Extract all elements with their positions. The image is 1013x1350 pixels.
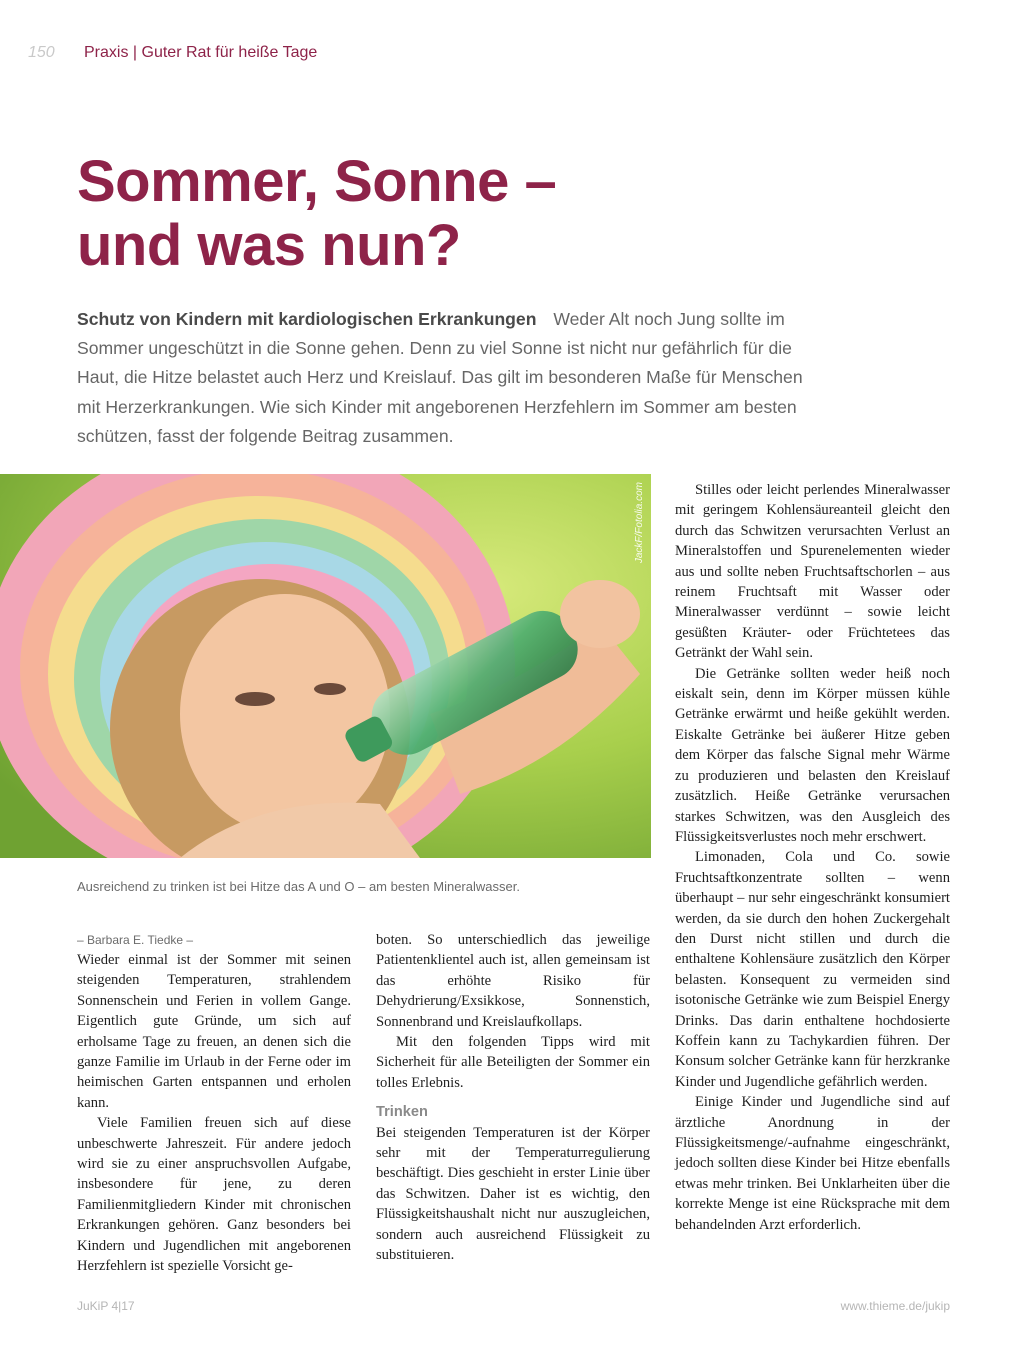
journal-issue: JuKiP 4|17 [77,1299,135,1313]
text-column-3 [675,480,950,1235]
lead-text: Weder Alt noch Jung sollte im Sommer ungeschützt in die Sonne gehen. Denn zu viel Sonne ist nicht nur gefährlich für die Haut, die Hitze belastet auch Herz und Kreislauf. Das gilt im besonderen Maße für Menschen mit Herzerkrankungen. Wie sich Kinder mit angeborenen Herzfehlern im Sommer am besten schützen, fasst der folgende Beitrag zusammen. [77,309,803,446]
running-header [28,44,317,62]
girl-drinking-illustration [0,474,651,858]
paragraph: Stilles oder leicht perlendes Mineralwasser mit geringem Kohlensäureanteil gleicht den durch das Schwitzen verursachten Verlust an Mineralstoffen und Spurenelementen wieder aus und sollte neben Fruchtsaftschorlen – aus reinem Fruchtsaft mit Wasser oder Mineralwasser verdünnt – sowie leicht gesüßten Kräuter- oder Früchtetees das Getränkt der Wahl sein. [675,482,950,662]
paragraph: Viele Familien freuen sich auf diese unbeschwerte Jahreszeit. Für andere jedoch wird sie zu einer anspruchsvollen Aufgabe, insbesondere für jene, zu deren Familienmitgliedern Kinder mit chronischen Erkrankungen gehören. Ganz besonders bei Kindern und Jugendlichen mit angeborenen Herzfehlern ist spezielle Vorsicht ge- [77,1115,351,1275]
section-title: Praxis | Guter Rat für heiße Tage [84,44,318,61]
title-line-1: Sommer, Sonne – [77,149,557,214]
paragraph: Die Getränke sollten weder heiß noch eiskalt sein, denn im Körper müssen kühle Getränke erwärmt und heiße gekühlt werden. Eiskalte Getränke bei äußerer Hitze geben dem Körper das falsche Signal mehr Wärme zu produzieren und belasten den Kreislauf zusätzlich. Heiße Getränke verursachen starkes Schwitzen, was den Ausgleich des Flüssigkeitsverlustes noch mehr erschwert. [675,665,950,845]
author-line: – Barbara E. Tiedke – [77,933,194,947]
photo-caption: Ausreichend zu trinken ist bei Hitze das A und O – am besten Mineralwasser. [77,879,520,894]
paragraph: Wieder einmal ist der Sommer mit seinen steigenden Temperaturen, strahlendem Sonnenschein und Ferien in vollem Gange. Eigentlich gute Gründe, um sich auf erholsame Tage zu freuen, an denen sich die ganze Familie im Urlaub in der Ferne oder im heimischen Garten entspannen und erholen kann. [77,952,351,1111]
journal-url[interactable]: www.thieme.de/jukip [840,1299,950,1313]
text-column-2 [376,930,650,1266]
title-line-2: und was nun? [77,213,461,278]
lead-paragraph [77,305,812,451]
paragraph: Einige Kinder und Jugendliche sind auf ärztliche Anordnung in der Flüssigkeitsmenge/-aufnahme eingeschränkt, jedoch sollten diese Kinder bei Hitze ebenfalls etwas mehr trinken. Bei Unklarheiten über die korrekte Menge ist eine Rücksprache mit dem behandelnden Arzt erforderlich. [675,1094,950,1233]
text-column-1 [77,930,351,1277]
paragraph: Mit den folgenden Tipps wird mit Sicherheit für alle Beteiligten der Sommer ein tolles Erlebnis. [376,1034,650,1091]
section-heading: Trinken [376,1104,428,1121]
article-title [77,150,556,278]
lead-kicker: Schutz von Kindern mit kardiologischen Erkrankungen [77,309,537,329]
article-photo [0,474,651,858]
page-number: 150 [28,44,55,61]
paragraph: boten. So unterschiedlich das jeweilige Patientenklientel auch ist, allen gemeinsam ist das erhöhte Risiko für Dehydrierung/Exsikkose, Sonnenstich, Sonnenbrand und Kreislaufkollaps. [376,932,650,1030]
paragraph: Bei steigenden Temperaturen ist der Körper sehr mit der Temperaturregulierung beschäftigt. Dies geschieht in erster Linie über das Schwitzen. Daher ist es wichtig, den Flüssigkeitshaushalt nicht nur auszugleichen, sondern auch ausreichend Flüssigkeit zu substituieren. [376,1124,650,1264]
photo-credit: JackF/Fotolia.com [634,482,645,564]
paragraph: Limonaden, Cola und Co. sowie Fruchtsaftkonzentrate sollten – wenn überhaupt – nur sehr eingeschränkt konsumiert werden, da sie durch den hohen Zuckergehalt den Durst nicht stillen und durch die enthaltene Kohlensäure zusätzlich den Körper belasten. Konsequent zu vermeiden sind isotonische Getränke wie zum Beispiel Energy Drinks. Das darin enthaltene hochdosierte Koffein kann zu Tachykardien führen. Der Konsum solcher Getränke kann für herzkranke Kinder und Jugendliche gefährlich werden. [675,849,950,1090]
